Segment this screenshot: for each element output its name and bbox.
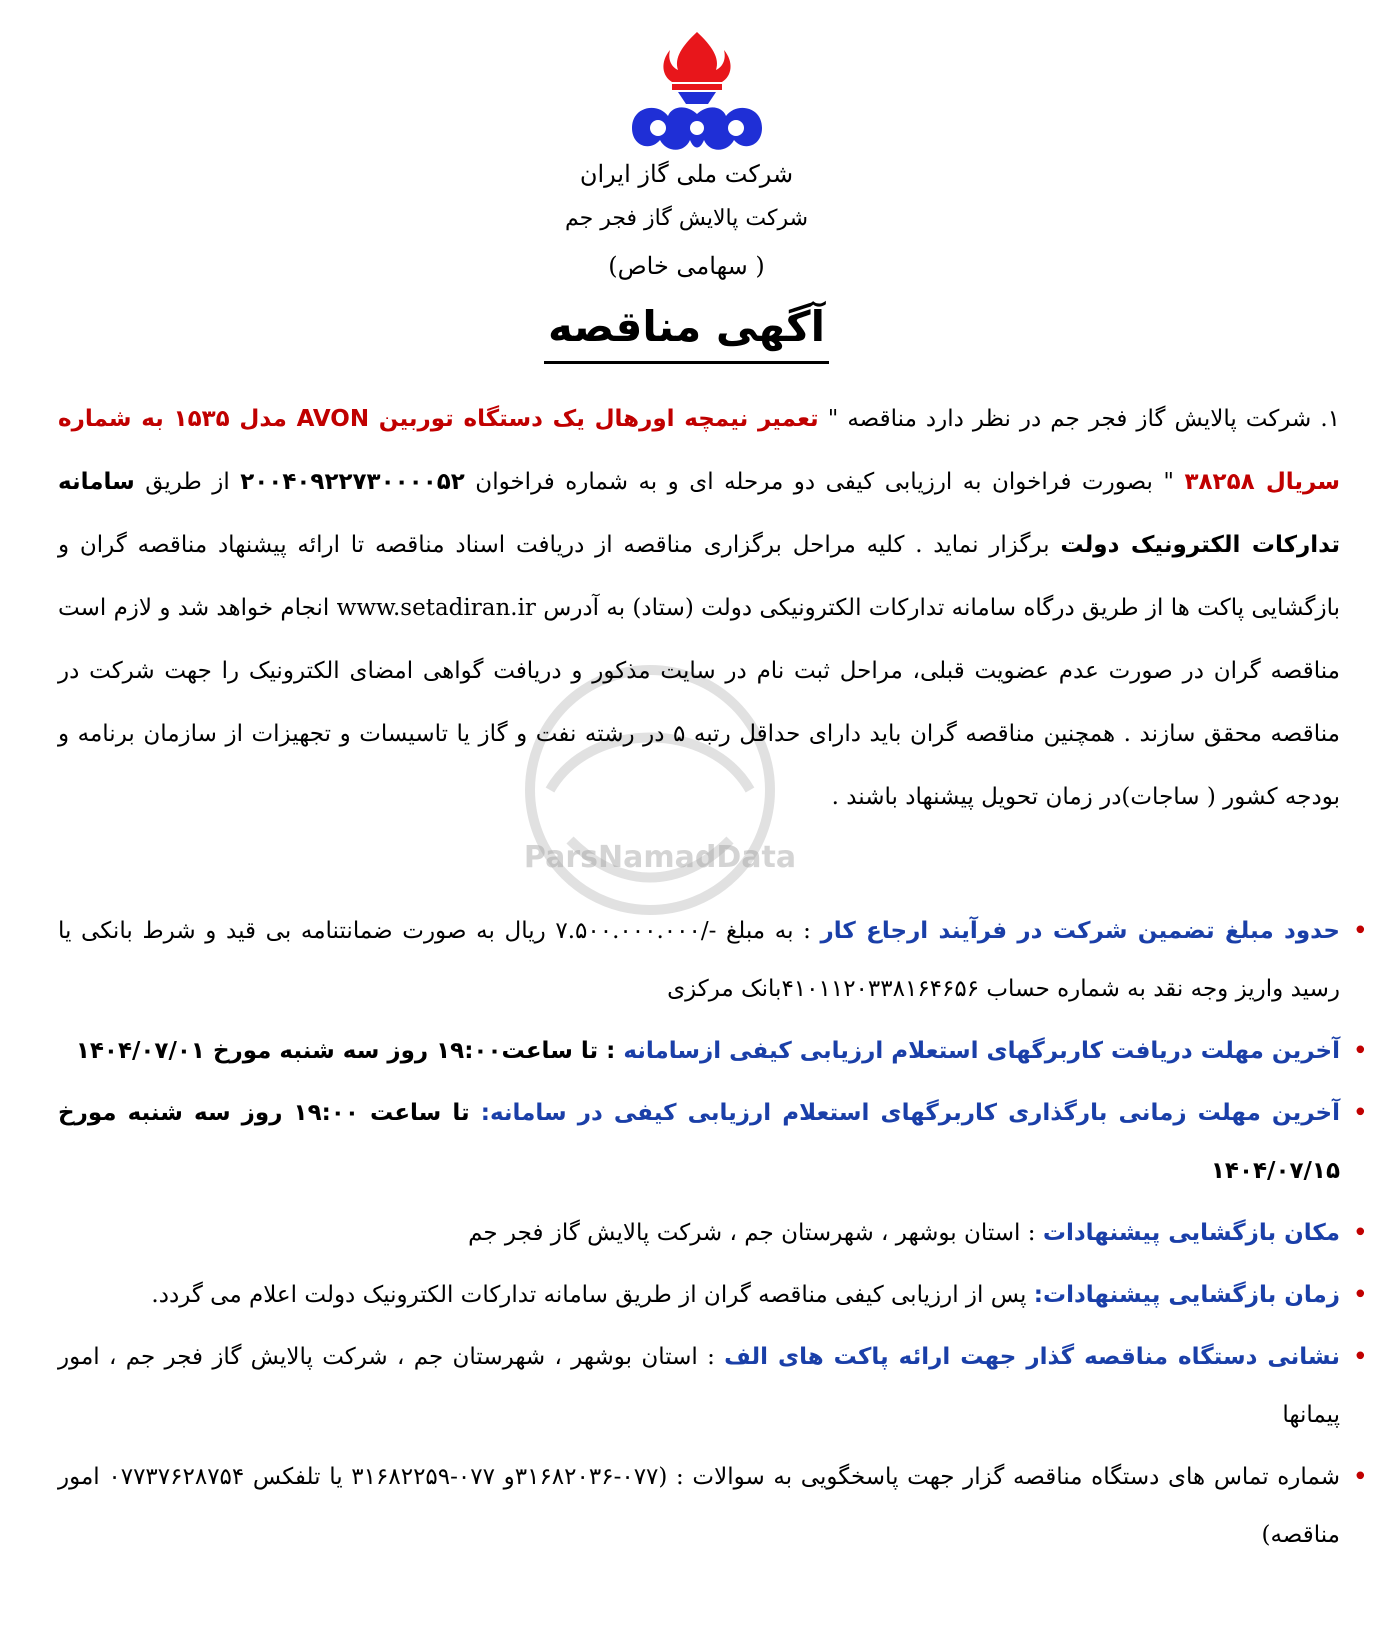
upload-deadline-text: تا ساعت ۱۹:۰۰ روز سه شنبه مورخ ۱۴۰۴/۰۷/۱۵ (58, 1100, 1340, 1184)
list-item (58, 1084, 1340, 1200)
paragraph-number: ۱. (1311, 406, 1340, 432)
opening-time-text: پس از ارزیابی کیفی مناقصه گران از طریق سامانه تدارکات الکترونیک دولت اعلام می گردد. (151, 1282, 1034, 1308)
upload-deadline-label: آخرین مهلت زمانی بارگذاری کاربرگهای استعلام ارزیابی کیفی در سامانه: (480, 1100, 1341, 1126)
paragraph-text-c: از طریق (134, 469, 241, 495)
company-line-2: شرکت پالایش گاز فجر جم (564, 206, 809, 231)
address-label: نشانی دستگاه مناقصه گذار جهت ارائه پاکت های الف (724, 1344, 1340, 1370)
download-deadline-text: : تا ساعت۱۹:۰۰ روز سه شنبه مورخ ۱۴۰۴/۰۷/۰۱ (75, 1038, 624, 1064)
paragraph-text-a: شرکت پالایش گاز فجر جم در نظر دارد مناقصه " (818, 406, 1312, 432)
watermark-text: ParsNamadData (523, 840, 797, 875)
opening-time-label: زمان بازگشایی پیشنهادات: (1033, 1282, 1340, 1308)
company-line-3: ( سهامی خاص) (608, 252, 765, 280)
list-item (58, 1328, 1340, 1444)
call-number: ۲۰۰۴۰۹۲۲۷۳۰۰۰۰۵۲ (240, 469, 465, 495)
paragraph-text-b: " بصورت فراخوان به ارزیابی کیفی دو مرحله ای و به شماره فراخوان (464, 469, 1185, 495)
details-list (58, 902, 1370, 1568)
list-item (58, 1204, 1340, 1262)
company-line-1: شرکت ملی گاز ایران (579, 160, 794, 188)
notice-title (0, 302, 1373, 351)
notice-title-text: آگهی مناقصه (544, 302, 829, 364)
address-text: : استان بوشهر ، شهرستان جم ، شرکت پالایش گاز فجر جم ، امور پیمانها (58, 1344, 1340, 1428)
contact-text: شماره تماس های دستگاه مناقصه گزار جهت پاسخگویی به سوالات : (۰۷۷-۳۱۶۸۲۰۳۶و ۰۷۷-۳۱۶۸۲۲۵۹ یا تلفکس ۰۷۷۳۷۶۲۸۷۵۴ امور مناقصه) (58, 1464, 1340, 1548)
nigc-logo-icon (612, 28, 782, 158)
list-item (58, 1266, 1340, 1324)
guarantee-text: : به مبلغ -/۷.۵۰۰.۰۰۰.۰۰۰ ریال به صورت ضمانتنامه بی قید و شرط بانکی یا رسید واریز وجه نقد به شماره حساب ۴۱۰۱۱۲۰۳۳۸۱۶۴۶۵۶بانک مرکزی (58, 918, 1340, 1002)
opening-place-label: مکان بازگشایی پیشنهادات (1042, 1220, 1340, 1246)
paragraph-text-d: برگزار نماید . کلیه مراحل برگزاری مناقصه از دریافت اسناد مناقصه تا ارائه پیشنهاد مناقصه گران و بازگشایی پاکت ها از طریق درگاه سامانه تدارکات الکترونیکی دولت (ستاد) به آدرس www.setadiran.ir انجام خواهد شد و لازم است مناقصه گران در صورت عدم عضویت قبلی، مراحل ثبت نام در سایت مذکور و دریافت گواهی امضای الکترونیک را جهت شرکت در مناقصه محقق سازند . همچنین مناقصه گران باید دارای حداقل رتبه ۵ در رشته نفت و گاز یا تاسیسات و تجهیزات از سازمان برنامه و بودجه کشور ( ساجات)در زمان تحویل پیشنهاد باشند . (58, 532, 1340, 810)
list-item (58, 1022, 1340, 1080)
guarantee-label: حدود مبلغ تضمین شرکت در فرآیند ارجاع کار (820, 918, 1340, 944)
tender-subject: تعمیر نیمچه اورهال یک دستگاه توربین AVON مدل ۱۵۳۵ به شماره سریال ۳۸۲۵۸ (58, 406, 1340, 495)
paragraph-1 (58, 388, 1340, 829)
system-name: سامانه تدارکات الکترونیک دولت (58, 469, 1341, 558)
list-item (58, 1448, 1340, 1564)
opening-place-text: : استان بوشهر ، شهرستان جم ، شرکت پالایش گاز فجر جم (468, 1220, 1043, 1246)
list-item (58, 902, 1340, 1018)
download-deadline-label: آخرین مهلت دریافت کاربرگهای استعلام ارزیابی کیفی ازسامانه (623, 1038, 1340, 1064)
